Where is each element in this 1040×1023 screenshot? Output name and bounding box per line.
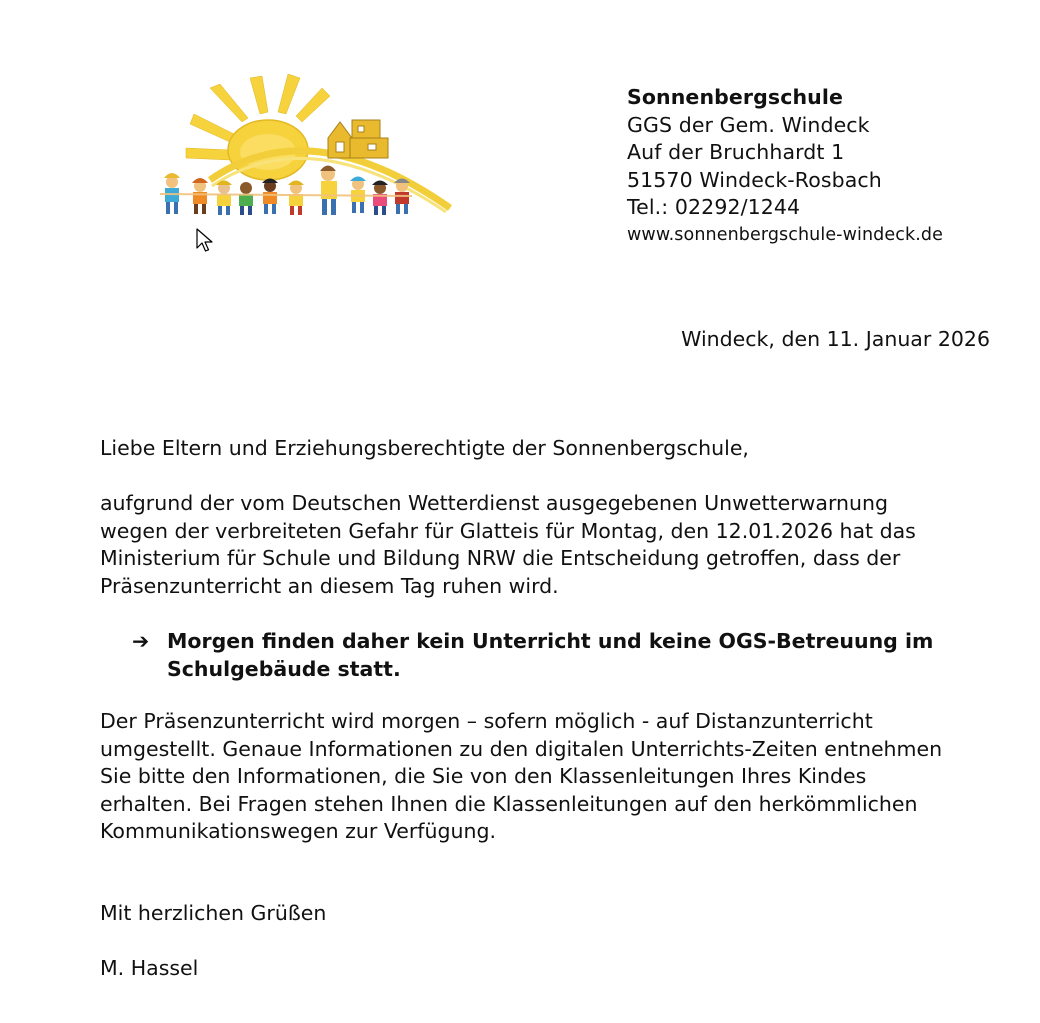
paragraph-line: wegen der verbreiteten Gefahr für Glatteis für Montag, den 12.01.2026 hat das xyxy=(100,518,916,543)
school-type-line: GGS der Gem. Windeck xyxy=(627,112,870,137)
school-logo xyxy=(150,70,460,235)
letter-paragraph-1 xyxy=(100,490,1000,600)
letter-salutation: Liebe Eltern und Erziehungsberechtigte der Sonnenbergschule, xyxy=(100,436,749,460)
school-address-block xyxy=(627,84,943,247)
letter-paragraph-2 xyxy=(100,708,1000,846)
arrow-right-icon: ➔ xyxy=(132,629,150,653)
school-website: www.sonnenbergschule-windeck.de xyxy=(627,224,943,245)
school-houses xyxy=(328,120,388,158)
school-street: Auf der Bruchhardt 1 xyxy=(627,140,845,164)
letter-signature: M. Hassel xyxy=(100,956,199,980)
paragraph-line: Präsenzunterricht an diesem Tag ruhen wird. xyxy=(100,573,559,598)
paragraph-line: umgestellt. Genaue Informationen zu den digitalen Unterrichts-Zeiten entnehmen xyxy=(100,736,943,761)
callout-line: Morgen finden daher kein Unterricht und keine OGS-Betreuung im xyxy=(167,629,934,653)
paragraph-line: erhalten. Bei Fragen stehen Ihnen die Klassenleitungen auf den herkömmlichen xyxy=(100,791,918,816)
letter-closing: Mit herzlichen Grüßen xyxy=(100,901,327,925)
paragraph-line: Ministerium für Schule und Bildung NRW die Entscheidung getroffen, dass der xyxy=(100,546,901,570)
paragraph-line: aufgrund der vom Deutschen Wetterdienst ausgegebenen Unwetterwarnung xyxy=(100,491,889,515)
mouse-pointer-icon xyxy=(196,228,214,254)
callout-line: Schulgebäude statt. xyxy=(167,656,401,681)
paragraph-line: Sie bitte den Informationen, die Sie von den Klassenleitungen Ihres Kindes xyxy=(100,764,867,788)
letter-callout xyxy=(132,628,932,683)
school-city: 51570 Windeck-Rosbach xyxy=(627,167,882,192)
paragraph-line: Der Präsenzunterricht wird morgen – sofern möglich - auf Distanzunterricht xyxy=(100,709,873,733)
letter-date: Windeck, den 11. Januar 2026 xyxy=(681,327,990,351)
paragraph-line: Kommunikationswegen zur Verfügung. xyxy=(100,819,497,843)
school-name: Sonnenbergschule xyxy=(627,85,843,109)
school-phone: Tel.: 02292/1244 xyxy=(627,195,801,219)
